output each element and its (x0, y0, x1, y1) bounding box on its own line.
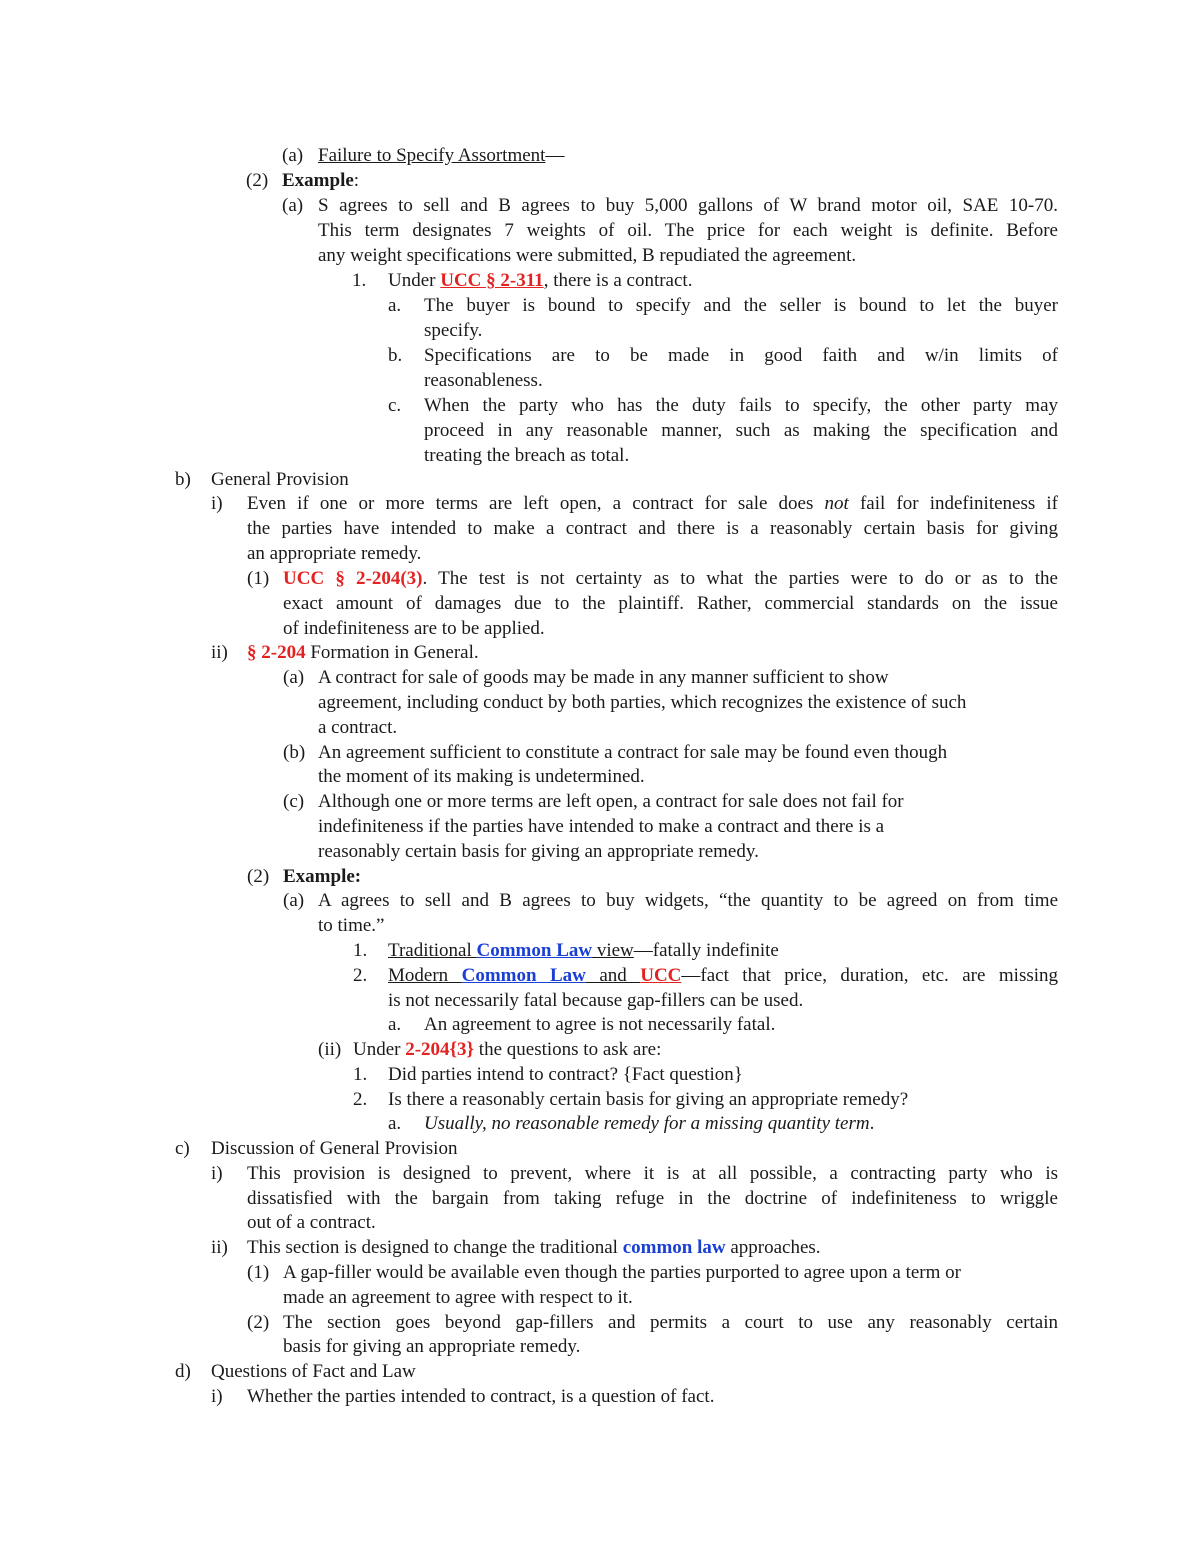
text-run: The section goes beyond gap-fillers and permits a court to use any reasonably certain (283, 1312, 1058, 1333)
text-run: Traditional (388, 940, 477, 961)
text-run: exact amount of damages due to the plaintiff. Rather, commercial standards on the issue (283, 593, 1058, 614)
text-line (247, 491, 1058, 516)
text-line (318, 243, 856, 268)
text-run: Example: (283, 866, 362, 887)
text-run: Modern (388, 965, 462, 986)
text-run: . The test is not certainty as to what the parties were to do or as to the (422, 568, 1058, 589)
list-marker: (b) (283, 742, 306, 763)
text-run: An agreement sufficient to constitute a contract for sale may be found even though (318, 742, 948, 763)
text-line (283, 1310, 1058, 1335)
text-run: basis for giving an appropriate remedy. (283, 1336, 581, 1357)
text-line (318, 715, 397, 740)
text-run: Specifications are to be made in good faith and w/in limits of (424, 345, 1058, 366)
list-marker: c. (388, 395, 402, 416)
list-marker: (2) (247, 1312, 270, 1333)
list-marker: (a) (282, 145, 304, 166)
text-line (424, 418, 1058, 443)
text-run: the moment of its making is undetermined. (318, 766, 645, 787)
text-run: Although one or more terms are left open, a contract for sale does not fail for (318, 791, 904, 812)
text-line (283, 1285, 633, 1310)
text-line (283, 566, 1058, 591)
text-run: made an agreement to agree with respect to it. (283, 1287, 633, 1308)
text-line (318, 690, 966, 715)
text-run: General Provision (211, 469, 349, 490)
text-line (424, 1012, 775, 1037)
text-run: of indefiniteness are to be applied. (283, 618, 545, 639)
text-line (247, 640, 479, 665)
text-line (424, 443, 629, 468)
list-marker: i) (211, 493, 223, 514)
text-run: proceed in any reasonable manner, such as making the specification and (424, 420, 1058, 441)
text-run: Discussion of General Provision (211, 1138, 458, 1159)
text-run: A contract for sale of goods may be made in any manner sufficient to show (318, 667, 889, 688)
common-law-term: Common Law (476, 940, 593, 961)
text-run: to time.” (318, 915, 385, 936)
text-run: Formation in General. (305, 642, 479, 663)
text-run: approaches. (725, 1237, 821, 1258)
text-line (247, 1210, 376, 1235)
list-marker: (a) (283, 667, 305, 688)
list-marker: 1. (353, 940, 368, 961)
text-run: , there is a contract. (543, 270, 693, 291)
list-marker: 2. (353, 965, 368, 986)
text-run: —fact that price, duration, etc. are missing (681, 965, 1059, 986)
text-run: A gap-filler would be available even though the parties purported to agree upon a term or (283, 1262, 961, 1283)
text-line (211, 467, 349, 492)
text-line (388, 268, 692, 293)
text-line (318, 665, 889, 690)
text-line (388, 1062, 743, 1087)
text-line (247, 1161, 1058, 1186)
text-line (318, 764, 645, 789)
text-run: any weight specifications were submitted, B repudiated the agreement. (318, 245, 857, 266)
list-marker: i) (211, 1163, 223, 1184)
list-marker: ii) (211, 1237, 228, 1258)
text-line (283, 591, 1058, 616)
text-run: Under (388, 270, 441, 291)
text-run: Did parties intend to contract? {Fact question} (388, 1064, 743, 1085)
text-line (318, 789, 904, 814)
text-run: is not necessarily fatal because gap-fillers can be used. (388, 990, 804, 1011)
text-run: When the party who has the duty fails to specify, the other party may (424, 395, 1058, 416)
text-run: the questions to ask are: (474, 1039, 662, 1060)
text-line (247, 1384, 714, 1409)
text-run: fail for indefiniteness if (848, 493, 1059, 514)
text-line (247, 1186, 1058, 1211)
text-run: indefiniteness if the parties have intended to make a contract and there is a (318, 816, 885, 837)
text-line (283, 864, 361, 889)
text-run: Example (282, 170, 354, 191)
text-line (282, 168, 359, 193)
list-marker: (ii) (318, 1039, 342, 1060)
list-marker: a. (388, 1113, 402, 1134)
text-line (388, 938, 779, 963)
list-marker: b) (175, 469, 191, 490)
text-run: specify. (424, 320, 483, 341)
text-line (318, 218, 1058, 243)
ucc-citation: 2-204{3} (405, 1039, 475, 1060)
text-run: An agreement to agree is not necessarily fatal. (424, 1014, 776, 1035)
text-line (247, 516, 1058, 541)
text-run: Whether the parties intended to contract, is a question of fact. (247, 1386, 715, 1407)
text-run: view (592, 940, 634, 961)
text-run: This term designates 7 weights of oil. The price for each weight is definite. Before (318, 220, 1058, 241)
text-line (424, 368, 543, 393)
text-run: Is there a reasonably certain basis for giving an appropriate remedy? (388, 1089, 909, 1110)
text-run: The buyer is bound to specify and the seller is bound to let the buyer (424, 295, 1058, 316)
text-run: Failure to Specify Assortment (318, 145, 546, 166)
text-run: — (545, 145, 565, 166)
text-line (388, 963, 1058, 988)
text-line (283, 616, 545, 641)
ucc-citation: § 2-204 (247, 642, 306, 663)
text-run: not (824, 493, 849, 514)
text-run: Usually, no reasonable remedy for a missing quantity term (424, 1113, 870, 1134)
list-marker: (a) (283, 890, 305, 911)
text-line (424, 343, 1058, 368)
text-run: Under (353, 1039, 406, 1060)
list-marker: (c) (283, 791, 305, 812)
list-marker: (1) (247, 1262, 270, 1283)
text-line (424, 393, 1058, 418)
text-run: S agrees to sell and B agrees to buy 5,000 gallons of W brand motor oil, SAE 10-70. (318, 195, 1058, 216)
text-line (318, 193, 1058, 218)
text-run: and (585, 965, 641, 986)
list-marker: b. (388, 345, 403, 366)
ucc-citation: UCC § 2-311 (440, 270, 544, 291)
text-line (318, 143, 564, 168)
text-run: reasonableness. (424, 370, 543, 391)
list-marker: ii) (211, 642, 228, 663)
text-run: treating the breach as total. (424, 445, 630, 466)
text-line (247, 1235, 821, 1260)
text-run: the parties have intended to make a contract and there is a reasonably certain basis for giving (247, 518, 1058, 539)
text-line (318, 740, 947, 765)
list-marker: (a) (282, 195, 304, 216)
text-line (353, 1037, 661, 1062)
list-marker: (2) (247, 866, 270, 887)
text-run: Questions of Fact and Law (211, 1361, 416, 1382)
text-run: Even if one or more terms are left open, a contract for sale does (247, 493, 825, 514)
text-line (388, 1087, 908, 1112)
list-marker: c) (175, 1138, 190, 1159)
text-run: reasonably certain basis for giving an appropriate remedy. (318, 841, 759, 862)
text-run: —fatally indefinite (633, 940, 779, 961)
text-line (318, 913, 384, 938)
text-line (247, 541, 421, 566)
text-run: A agrees to sell and B agrees to buy widgets, “the quantity to be agreed on from time (318, 890, 1058, 911)
text-run: out of a contract. (247, 1212, 376, 1233)
text-run: This section is designed to change the traditional (247, 1237, 623, 1258)
list-marker: (2) (246, 170, 269, 191)
list-marker: 1. (352, 270, 367, 291)
text-line (388, 988, 803, 1013)
list-marker: 1. (353, 1064, 368, 1085)
text-run: : (353, 170, 360, 191)
text-line (424, 293, 1058, 318)
text-run: . (869, 1113, 875, 1134)
text-run: dissatisfied with the bargain from taking refuge in the doctrine of indefiniteness to wriggle (247, 1188, 1058, 1209)
text-line (318, 888, 1058, 913)
text-line (318, 839, 759, 864)
common-law-term: Common Law (461, 965, 586, 986)
list-marker: i) (211, 1386, 223, 1407)
text-line (424, 1111, 874, 1136)
list-marker: a. (388, 295, 402, 316)
list-marker: 2. (353, 1089, 368, 1110)
text-line (211, 1359, 416, 1384)
list-marker: d) (175, 1361, 191, 1382)
text-line (211, 1136, 457, 1161)
text-run: an appropriate remedy. (247, 543, 422, 564)
text-run: This provision is designed to prevent, where it is at all possible, a contracting party who is (247, 1163, 1058, 1184)
ucc-citation: UCC § 2-204(3) (283, 568, 423, 589)
text-run: agreement, including conduct by both parties, which recognizes the existence of such (318, 692, 967, 713)
text-run: a contract. (318, 717, 398, 738)
text-line (318, 814, 884, 839)
common-law-term: common law (622, 1237, 726, 1258)
text-line (283, 1334, 580, 1359)
list-marker: (1) (247, 568, 270, 589)
text-line (283, 1260, 961, 1285)
list-marker: a. (388, 1014, 402, 1035)
text-line (424, 318, 482, 343)
ucc-citation: UCC (640, 965, 682, 986)
